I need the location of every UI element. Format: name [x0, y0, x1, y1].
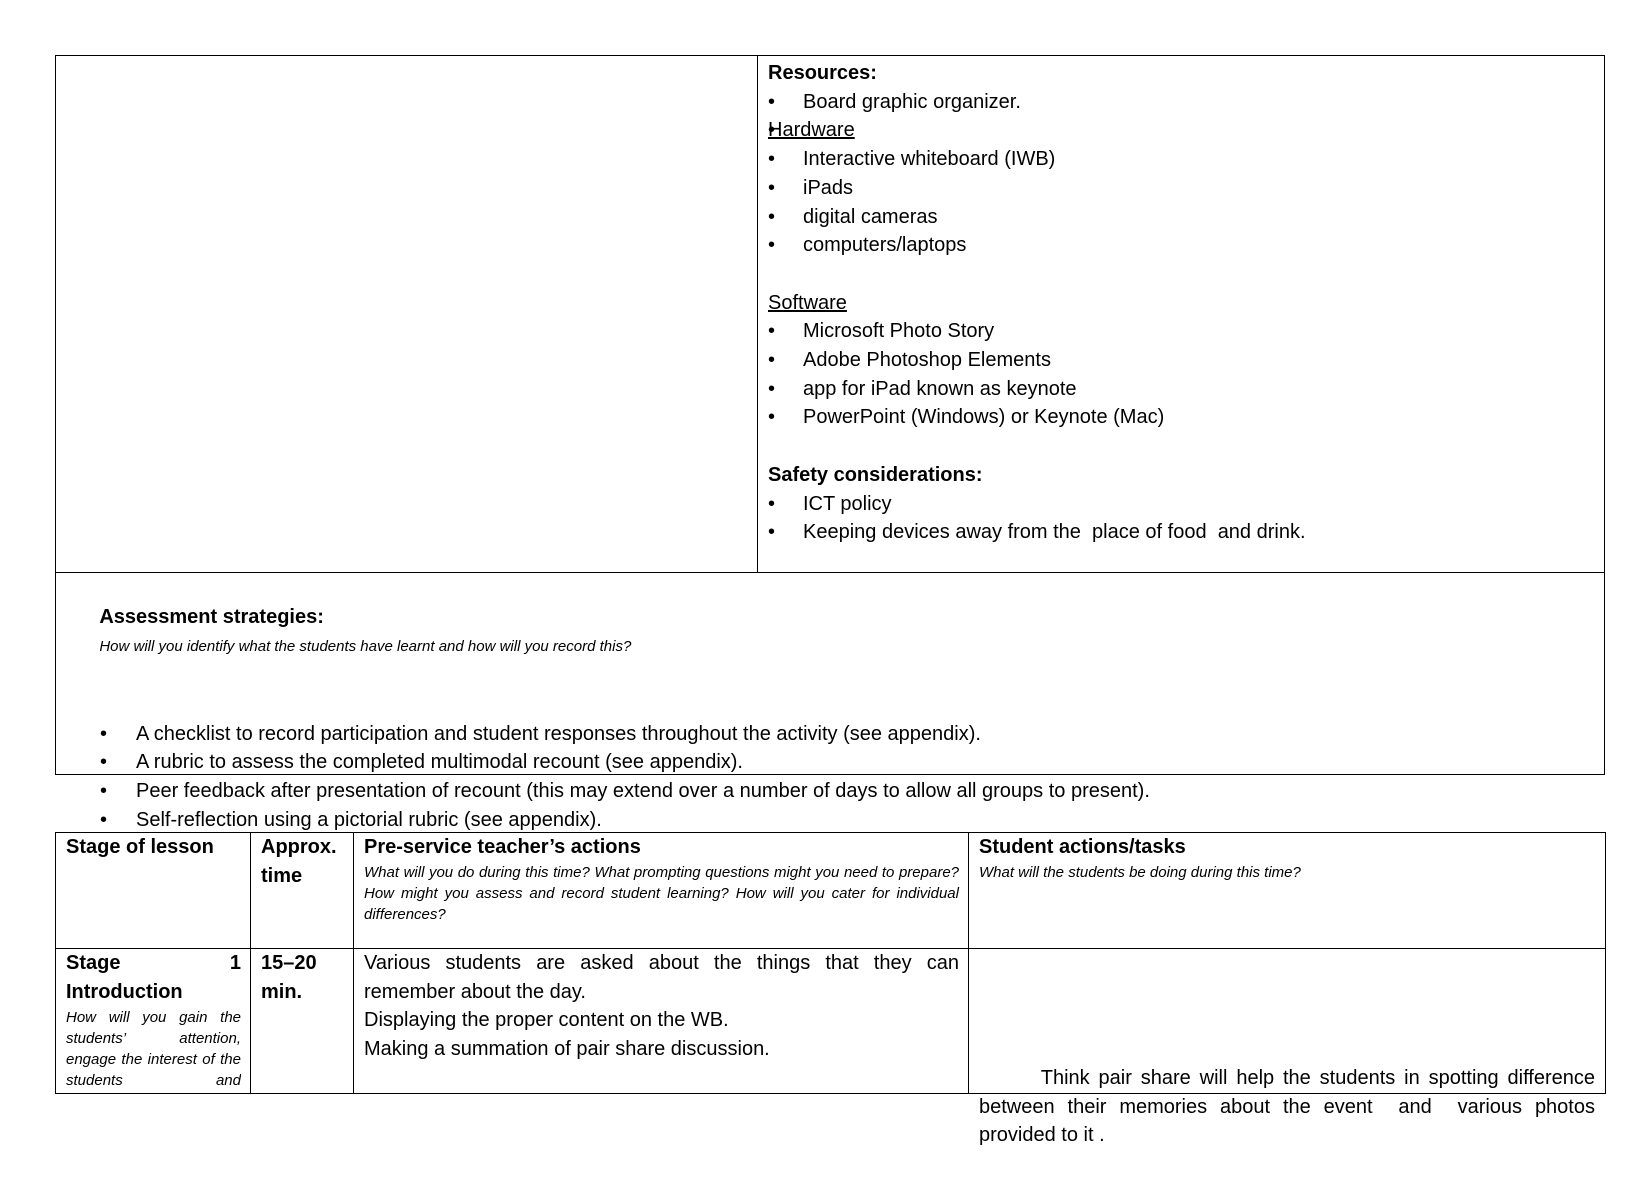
header-time-line2: time — [261, 865, 303, 887]
resources-cell — [758, 56, 1604, 573]
row-time-line1: 15–20 — [261, 952, 317, 974]
stage-hint: How will you gain the students’ attention, engage the interest of the students and — [66, 1009, 241, 1089]
spacer — [768, 260, 1594, 289]
safety-item: • ICT policy — [768, 490, 1594, 519]
stage-word: Stage — [66, 952, 121, 974]
safety-heading: Safety considerations: — [768, 463, 983, 486]
header-teacher — [354, 833, 969, 948]
safety-item: • Keeping devices away from the place of food and drink. — [768, 518, 1594, 547]
assessment-item: • Self-reflection using a pictorial rubric (see appendix). — [66, 806, 1594, 835]
assessment-heading: Assessment strategies: — [99, 605, 324, 628]
header-stage-label: Stage of lesson — [66, 836, 214, 858]
row-student-cell — [969, 949, 1605, 1147]
stage-name: Introduction — [66, 981, 183, 1003]
software-item: • PowerPoint (Windows) or Keynote (Mac) — [768, 403, 1594, 432]
lesson-stage-table — [55, 832, 1606, 1147]
header-time — [251, 833, 354, 948]
spacer — [768, 432, 1594, 461]
assessment-item: • A checklist to record participation and student responses throughout the activity (see appendix). — [66, 720, 1594, 749]
header-stage — [56, 833, 251, 948]
row-stage-cell — [56, 949, 251, 1094]
empty-left-cell — [56, 56, 758, 573]
student-action — [979, 949, 1601, 1179]
resource-item: • Board graphic organizer. — [768, 88, 1594, 117]
software-item: • app for iPad known as keynote — [768, 375, 1594, 404]
hardware-item: • digital cameras — [768, 203, 1594, 232]
assessment-cell — [56, 573, 1604, 831]
hardware-heading: Hardware — [768, 119, 855, 142]
software-item: • Microsoft Photo Story — [768, 317, 1594, 346]
assessment-item: • Peer feedback after presentation of recount (this may extend over a number of days to allow all groups to present). — [66, 777, 1594, 806]
row-teacher-cell — [354, 949, 969, 1094]
header-student-label: Student actions/tasks — [979, 836, 1186, 858]
software-heading: Software — [768, 291, 847, 314]
header-teacher-label: Pre-service teacher’s actions — [364, 836, 641, 858]
resources-assessment-table — [55, 55, 1605, 831]
header-time-line1: Approx. — [261, 836, 337, 858]
teacher-action: Various students are asked about the things that they can remember about the day. — [364, 952, 959, 1003]
hardware-item: • computers/laptops — [768, 231, 1594, 260]
stage-title — [66, 949, 241, 978]
hardware-item: • Interactive whiteboard (IWB) — [768, 145, 1594, 174]
row-time-line2: min. — [261, 981, 303, 1003]
row-time-cell — [251, 949, 354, 1094]
software-item: • Adobe Photoshop Elements — [768, 346, 1594, 375]
header-teacher-hint: What will you do during this time? What prompting questions might you need to prepare? How might you assess and record student learning? How will you cater for individual differences? — [364, 864, 959, 923]
teacher-action: Displaying the proper content on the WB. — [364, 1009, 729, 1032]
hardware-item: • iPads — [768, 174, 1594, 203]
teacher-action: Making a summation of pair share discussion. — [364, 1038, 770, 1061]
header-student — [969, 833, 1605, 948]
header-student-hint: What will the students be doing during this time? — [979, 864, 1301, 881]
assessment-prompt: How will you identify what the students have learnt and how will you record this? — [99, 638, 632, 656]
student-action-text: Think pair share will help the students in spotting difference between their memories about the event and various photos provided to it . — [979, 1066, 1601, 1147]
assessment-item: • A rubric to assess the completed multimodal recount (see appendix). — [66, 748, 1594, 777]
stage-number: 1 — [229, 952, 241, 974]
spacer — [66, 691, 1594, 720]
resources-heading: Resources: — [768, 62, 877, 84]
